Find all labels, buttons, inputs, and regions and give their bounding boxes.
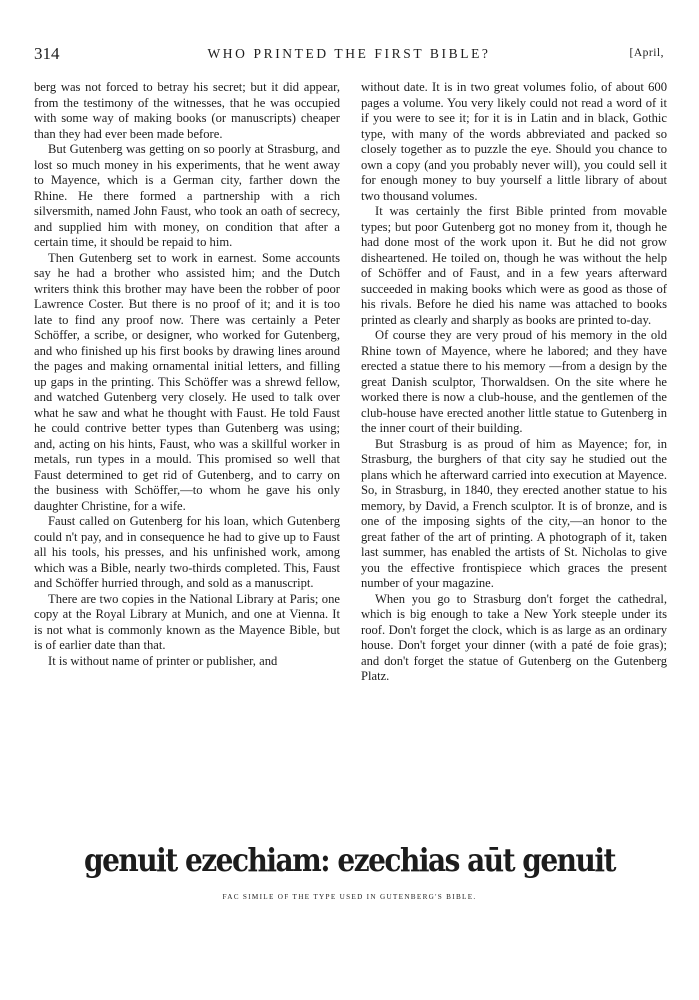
- paragraph: Then Gutenberg set to work in earnest. Some accounts say he had a brother who assisted him; and the Dutch writers think this brother may have been the robber of poor Lawrence Coster. But there is no proof of it; and it is too late to find any proof now. There was certainly a Peter Schöffer, a scribe, or designer, who worked for Gutenberg, and who finished up his first books by drawing lines around the pages and making ornamental initial letters, and filling up gaps in the printing. This Schöffer was a shrewd fellow, and watched Gutenberg very closely. He used to talk over what he saw and what he thought with Faust. He told Faust he could contrive better types than Gutenberg was using; and, acting on his hints, Faust, who was a skillful worker in metals, run types in a mould. This promised so well that Faust determined to get rid of Gutenberg, and to carry on the business with Schöffer,—to whom he gave his only daughter Christine, for a wife.: [34, 250, 340, 513]
- paragraph: berg was not forced to betray his secret; but it did appear, from the testimony of the witnesses, that he was occupied with some way of making books (or manuscripts) cheaper than they had ever been made before.: [34, 80, 340, 141]
- paragraph: Faust called on Gutenberg for his loan, which Gutenberg could n't pay, and in consequence he had to give up to Faust all his tools, his presses, and his unfinished work, among which was a Bible, nearly two-thirds completed. This, Faust and Schöffer hurried through, and sold as a manuscript.: [34, 514, 340, 590]
- paragraph: There are two copies in the National Library at Paris; one copy at the Royal Library at Munich, and one at Vienna. It is not what is commonly known as the Mayence Bible, but is of earlier date than that.: [34, 591, 340, 652]
- paragraph: It is without name of printer or publisher, and: [48, 653, 278, 668]
- header-title: WHO PRINTED THE FIRST BIBLE?: [207, 46, 491, 61]
- left-column: [34, 80, 340, 669]
- header-month: [April,: [629, 47, 664, 59]
- paragraph: without date. It is in two great volumes folio, of about 600 pages a volume. You very likely could not read a word of it if you were to see it; for it is in Latin and in black, Gothic type, with many of the words abbreviated and packed so closely together as to puzzle the eye. Should you chance to own a copy (and you probably never will), you could sell it for enough money to buy yourself a little library of about two thousand volumes.: [361, 80, 667, 203]
- paragraph: Of course they are very proud of his memory in the old Rhine town of Mayence, where he labored; and they have erected a statue there to his memory —from a design by the great Danish sculptor, Thorwaldsen. On the site where he worked there is now a club-house, and the gentlemen of the club-house have erected another little statue to Gutenberg in the inner court of their building.: [361, 328, 667, 435]
- paragraph: But Gutenberg was getting on so poorly at Strasburg, and lost so much money in his experiments, that he went away to Mayence, which is a German city, farther down the Rhine. He there formed a partnership with a rich silversmith, named John Faust, who took an oath of secrecy, and supplied him with money, on condition that after a certain time, it should be repaid to him.: [34, 142, 340, 249]
- facsimile-caption: FAC SIMILE OF THE TYPE USED IN GUTENBERG'S BIBLE.: [222, 893, 477, 901]
- paragraph: It was certainly the first Bible printed from movable types; but poor Gutenberg got no money from it, though he had done most of the work upon it. But he did not grow disheartened. He toiled on, though he was without the help of Schöffer and of Faust, and in a few years afterward succeeded in making books which were as good as those of his rivals. Before he died his name was attached to books printed as clearly and sharply as books are printed to-day.: [361, 204, 667, 327]
- gothic-type-sample: genuit ezechiam: ezechias aūt genuit: [84, 842, 615, 879]
- running-header: [34, 44, 664, 66]
- page-number: 314: [34, 44, 60, 63]
- right-column: [361, 80, 667, 685]
- paragraph: When you go to Strasburg don't forget the cathedral, which is big enough to take a New York steeple under its roof. Don't forget the clock, which is as large as an ordinary house. Don't forget your dinner (with a paté de foie gras); and don't forget the statue of Gutenberg on the Gutenberg Platz.: [361, 591, 667, 683]
- paragraph: But Strasburg is as proud of him as Mayence; for, in Strasburg, the burghers of that city say he studied out the plans which he afterward carried into execution at Mayence. So, in Strasburg, in 1840, they erected another statue to his memory, by David, a French sculptor. It is of bronze, and is one of the imposing sights of the city,—an honor to the great father of the art of printing. A photograph of it, taken last summer, has enabled the artists of St. Nicholas to give you the effective frontispiece which graces the present number of your magazine.: [361, 436, 667, 590]
